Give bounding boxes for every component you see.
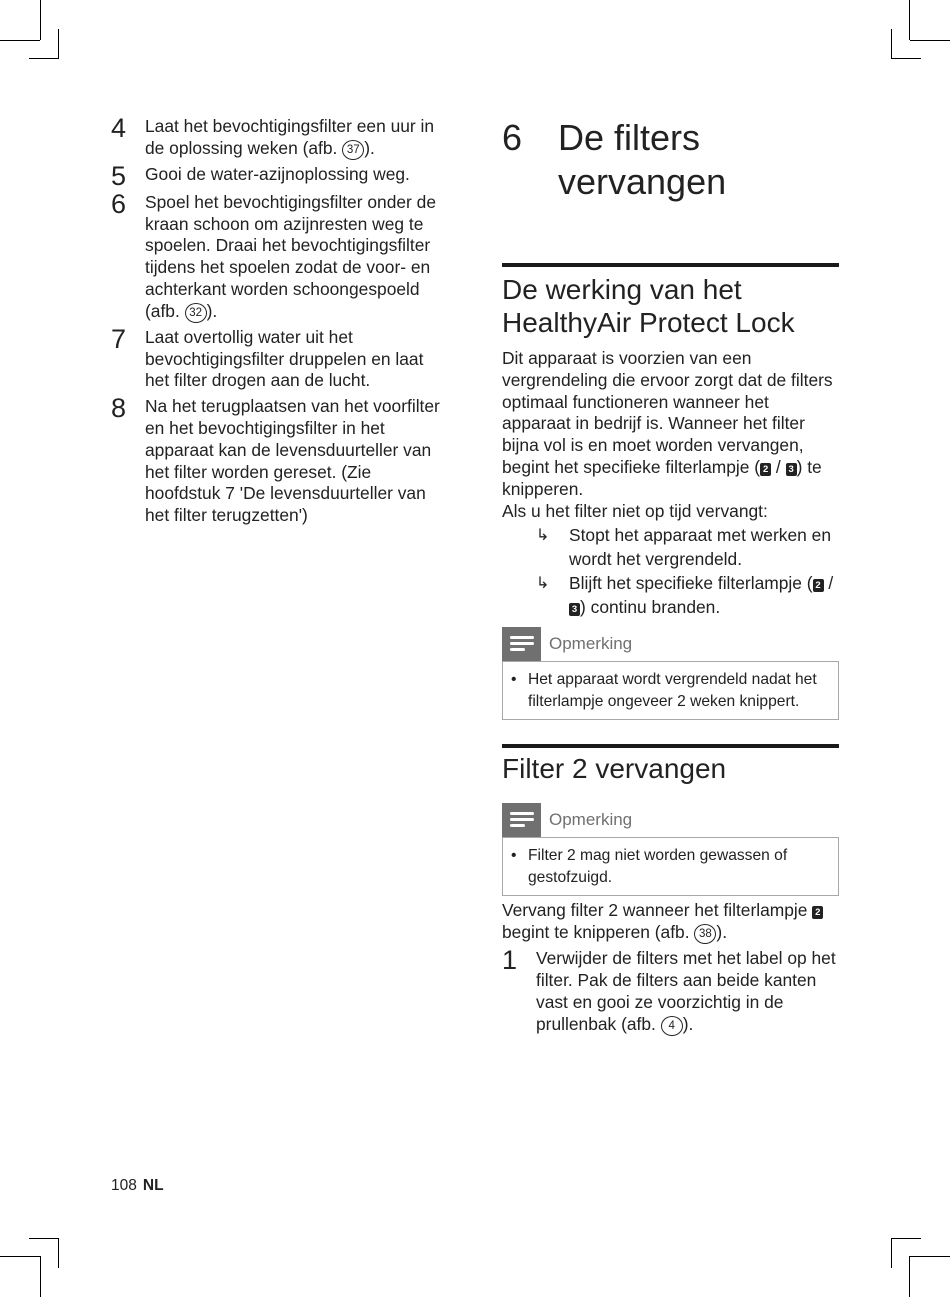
step-number: 1 — [502, 945, 518, 976]
note-text: Filter 2 mag niet worden gewassen of gestofzuigd. — [528, 847, 788, 887]
figure-ref-4: 4 — [661, 1016, 683, 1036]
protect-lock-intro: Dit apparaat is voorzien van een vergrendeling die ervoor zorgt dat de filters optimaal functioneren wanneer het apparaat in bedrijf is. Wanneer het filter bijna vol is en moet worden vervangen, begint het specifieke filterlampje ( 2 / 3 ) te knipperen. — [502, 348, 833, 499]
page-number: 108 — [111, 1177, 137, 1194]
filter-3-light-icon: 3 — [569, 603, 580, 616]
crop-mark — [910, 40, 950, 41]
arrow-icon: ↳ — [536, 527, 550, 545]
chapter-number: 6 — [502, 117, 523, 158]
note-box — [502, 661, 839, 720]
step-4 — [111, 113, 451, 160]
note-label: Opmerking — [549, 634, 633, 654]
filter-2-intro: Vervang filter 2 wanneer het filterlampje 2 begint te knipperen (afb. 38 ). — [502, 900, 839, 944]
note-header — [502, 803, 839, 837]
filter-2-light-icon: 2 — [812, 906, 823, 919]
arrow-icon: ↳ — [536, 575, 550, 593]
note-box — [502, 837, 839, 896]
step-text: Spoel het bevochtigingsfilter onder de kraan schoon om azijnresten weg te spoelen. Draai het bevochtigingsfilter tijdens het spoelen zodat de voor- en achterkant worden schoongespoeld (afb. 32 ). — [145, 191, 437, 321]
crop-mark — [891, 29, 892, 59]
step-text: Gooi de water-azijnoplossing weg. — [145, 163, 410, 184]
section-title-filter-2: Filter 2 vervangen — [502, 753, 727, 785]
page-footer — [111, 1177, 164, 1195]
result-item — [536, 524, 839, 571]
crop-mark — [58, 1238, 59, 1268]
chapter-title: De filters vervangen — [558, 117, 727, 202]
figure-ref-38: 38 — [694, 924, 716, 944]
step-1 — [502, 945, 839, 1035]
protect-lock-intro-2: Als u het filter niet op tijd vervangt: — [502, 500, 768, 521]
step-text: Laat het bevochtigingsfilter een uur in de oplossing weken (afb. 37 ). — [145, 116, 435, 158]
crop-mark — [0, 1256, 40, 1257]
note-icon — [502, 803, 541, 837]
crop-mark — [58, 29, 59, 59]
figure-ref-37: 37 — [342, 140, 364, 160]
section-rule — [502, 263, 839, 267]
crop-mark — [910, 1256, 950, 1257]
step-6 — [111, 188, 451, 323]
step-number: 6 — [111, 188, 127, 219]
step-text: Laat overtollig water uit het bevochtigingsfilter druppelen en laat het filter drogen aan de lucht. — [145, 326, 424, 391]
crop-mark — [909, 0, 910, 40]
figure-ref-32: 32 — [185, 303, 207, 323]
crop-mark — [29, 1238, 59, 1239]
filter-3-light-icon: 3 — [786, 463, 797, 476]
filter-2-light-icon: 2 — [813, 579, 824, 592]
crop-mark — [29, 58, 59, 59]
note-item — [511, 669, 828, 713]
note-icon — [502, 627, 541, 661]
step-text: Verwijder de filters met het label op het filter. Pak de filters aan beide kanten vast en gooi ze voorzichtig in de prullenbak (afb. 4 ). — [536, 948, 836, 1034]
step-5 — [111, 160, 451, 191]
step-number: 7 — [111, 323, 127, 354]
step-8 — [111, 393, 451, 527]
result-text: Stopt het apparaat met werken en wordt het vergrendeld. — [569, 525, 831, 569]
crop-mark — [891, 58, 921, 59]
step-text: Na het terugplaatsen van het voorfilter en het bevochtigingsfilter in het apparaat kan de levensduurteller van het filter worden gereset. (Zie hoofdstuk 7 'De levensduurteller van het filter terugzetten') — [145, 396, 440, 526]
crop-mark — [40, 0, 41, 40]
left-column — [111, 113, 451, 531]
result-item — [536, 572, 839, 619]
section-rule — [502, 744, 839, 748]
note-item — [511, 845, 828, 889]
crop-mark — [0, 40, 40, 41]
crop-mark — [891, 1238, 921, 1239]
bullet: • — [511, 671, 517, 689]
step-7 — [111, 323, 451, 392]
right-column — [502, 116, 839, 1040]
section-title-protect-lock: De werking van het HealthyAir Protect Lock — [502, 274, 795, 338]
step-number: 5 — [111, 160, 127, 191]
crop-mark — [909, 1256, 910, 1297]
crop-mark — [891, 1238, 892, 1268]
crop-mark — [40, 1256, 41, 1297]
step-number: 4 — [111, 113, 127, 143]
filter-2-light-icon: 2 — [760, 463, 771, 476]
chapter-heading — [502, 116, 839, 204]
note-header — [502, 627, 839, 661]
result-text: Blijft het specifieke filterlampje ( 2 / 3 ) continu branden. — [569, 573, 834, 617]
note-text: Het apparaat wordt vergrendeld nadat het filterlampje ongeveer 2 weken knippert. — [528, 671, 817, 711]
note-label: Opmerking — [549, 810, 633, 830]
bullet: • — [511, 847, 517, 865]
step-number: 8 — [111, 393, 127, 424]
language-code: NL — [142, 1177, 164, 1194]
